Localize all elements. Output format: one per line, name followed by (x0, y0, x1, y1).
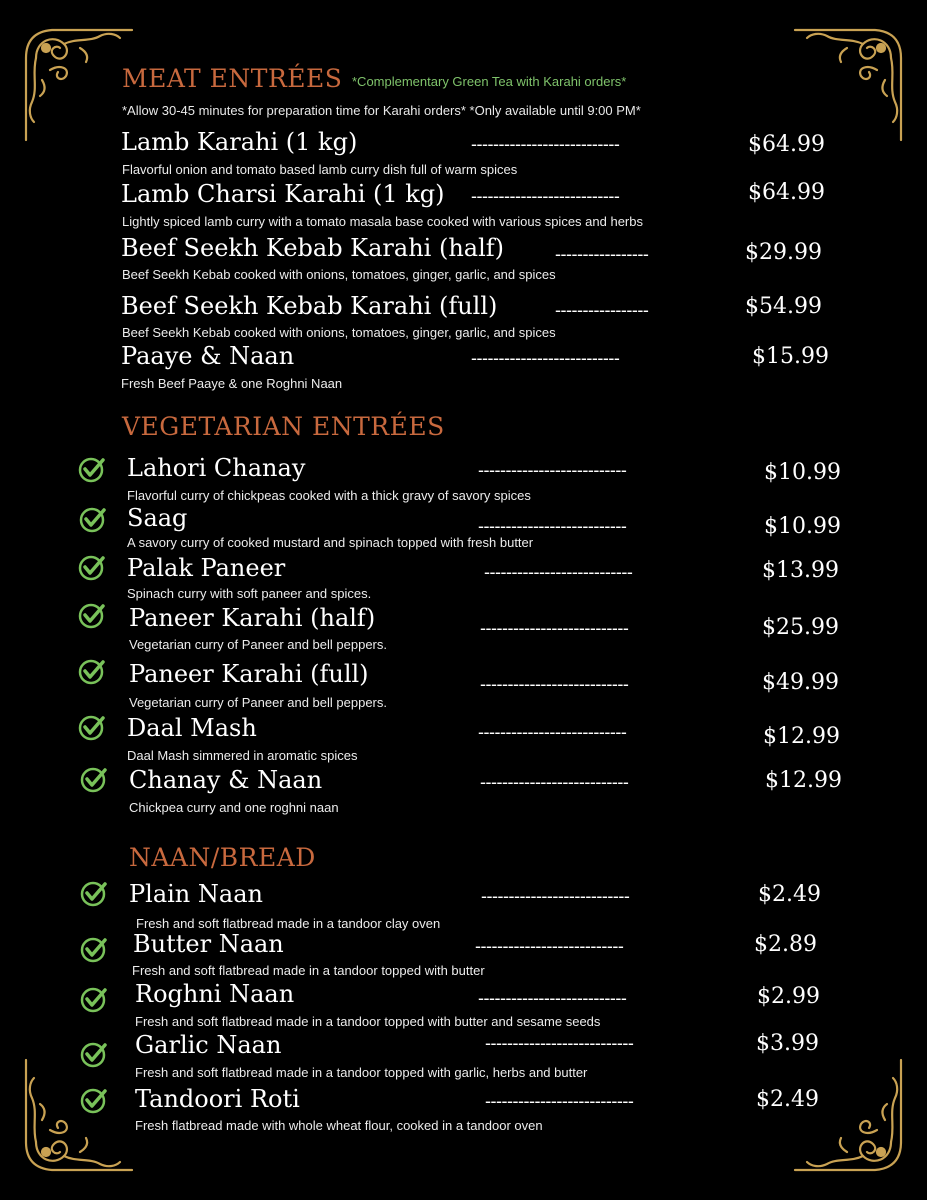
item-price: $2.49 (756, 1087, 819, 1112)
checkmark-icon (80, 936, 108, 964)
item-leader-dashes: --------------------------- (485, 1091, 634, 1111)
item-description: Flavorful curry of chickpeas cooked with a thick gravy of savory spices (127, 488, 531, 503)
menu-item (0, 1085, 927, 1141)
item-leader-dashes: --------------------------- (478, 460, 627, 480)
item-price: $3.99 (756, 1031, 819, 1056)
checkmark-icon (80, 986, 108, 1014)
item-price: $64.99 (748, 180, 825, 205)
item-description: Beef Seekh Kebab cooked with onions, tomatoes, ginger, garlic, and spices (122, 325, 556, 340)
menu-item (0, 234, 927, 290)
checkmark-icon (78, 602, 106, 630)
menu-item (0, 880, 927, 936)
item-name: Lahori Chanay (127, 454, 306, 482)
item-price: $2.89 (754, 932, 817, 957)
meat-section-title: MEAT ENTRÉES (122, 64, 343, 93)
item-description: Daal Mash simmered in aromatic spices (127, 748, 358, 763)
item-name: Garlic Naan (135, 1031, 282, 1059)
checkmark-icon (80, 1087, 108, 1115)
item-name: Butter Naan (133, 930, 284, 958)
item-description: A savory curry of cooked mustard and spinach topped with fresh butter (127, 535, 534, 550)
item-description: Flavorful onion and tomato based lamb curry dish full of warm spices (122, 162, 518, 177)
item-leader-dashes: --------------------------- (475, 936, 624, 956)
item-description: Fresh and soft flatbread made in a tandoor topped with garlic, herbs and butter (135, 1065, 588, 1080)
item-leader-dashes: ----------------- (555, 300, 649, 320)
item-description: Chickpea curry and one roghni naan (129, 800, 339, 815)
item-description: Fresh and soft flatbread made in a tandoor topped with butter (132, 963, 485, 978)
item-name: Lamb Charsi Karahi (1 kg) (121, 180, 445, 208)
item-description: Fresh Beef Paaye & one Roghni Naan (121, 376, 343, 391)
menu-item (0, 454, 927, 510)
item-name: Chanay & Naan (129, 766, 323, 794)
menu-item (0, 292, 927, 348)
menu-item (0, 554, 927, 610)
item-leader-dashes: --------------------------- (478, 988, 627, 1008)
item-leader-dashes: --------------------------- (481, 886, 630, 906)
item-description: Fresh flatbread made with whole wheat flour, cooked in a tandoor oven (135, 1118, 543, 1133)
item-name: Roghni Naan (135, 980, 295, 1008)
item-description: Vegetarian curry of Paneer and bell peppers. (129, 695, 388, 710)
item-price: $2.99 (757, 984, 820, 1009)
checkmark-icon (80, 880, 108, 908)
item-name: Paneer Karahi (half) (129, 604, 376, 632)
menu-item (0, 180, 927, 236)
item-leader-dashes: --------------------------- (471, 348, 620, 368)
checkmark-icon (78, 714, 106, 742)
menu-item (0, 504, 927, 560)
item-leader-dashes: --------------------------- (484, 562, 633, 582)
item-name: Paneer Karahi (full) (129, 660, 369, 688)
checkmark-icon (78, 658, 106, 686)
item-leader-dashes: --------------------------- (485, 1033, 634, 1053)
checkmark-icon (80, 1041, 108, 1069)
tea-note: *Complementary Green Tea with Karahi orders* (352, 74, 627, 89)
menu-item (0, 660, 927, 716)
checkmark-icon (80, 766, 108, 794)
item-description: Spinach curry with soft paneer and spices. (127, 586, 372, 601)
item-leader-dashes: --------------------------- (471, 134, 620, 154)
menu-item (0, 930, 927, 986)
item-name: Plain Naan (129, 880, 263, 908)
item-price: $25.99 (762, 615, 839, 640)
item-name: Saag (127, 504, 188, 532)
item-leader-dashes: --------------------------- (480, 772, 629, 792)
item-price: $64.99 (748, 132, 825, 157)
item-description: Lightly spiced lamb curry with a tomato masala base cooked with various spices and herbs (122, 214, 643, 229)
menu-item (0, 980, 927, 1036)
checkmark-icon (79, 506, 107, 534)
item-name: Beef Seekh Kebab Karahi (half) (121, 234, 505, 262)
item-leader-dashes: --------------------------- (478, 516, 627, 536)
preparation-note: *Allow 30-45 minutes for preparation time for Karahi orders* *Only available until 9:00 PM* (122, 103, 641, 118)
item-description: Vegetarian curry of Paneer and bell peppers. (129, 637, 388, 652)
item-leader-dashes: --------------------------- (480, 674, 629, 694)
item-price: $2.49 (758, 882, 821, 907)
item-description: Fresh and soft flatbread made in a tandoor clay oven (136, 916, 441, 931)
item-leader-dashes: ----------------- (555, 244, 649, 264)
menu-item (0, 766, 927, 822)
item-name: Palak Paneer (127, 554, 286, 582)
menu-item (0, 128, 927, 184)
item-price: $15.99 (752, 344, 829, 369)
item-name: Tandoori Roti (135, 1085, 300, 1113)
item-price: $13.99 (762, 558, 839, 583)
menu-item (0, 342, 927, 398)
menu-item (0, 604, 927, 660)
checkmark-icon (78, 554, 106, 582)
item-price: $10.99 (764, 514, 841, 539)
item-description: Beef Seekh Kebab cooked with onions, tomatoes, ginger, garlic, and spices (122, 267, 556, 282)
item-price: $12.99 (765, 768, 842, 793)
item-price: $12.99 (763, 724, 840, 749)
item-price: $49.99 (762, 670, 839, 695)
item-leader-dashes: --------------------------- (478, 722, 627, 742)
item-name: Beef Seekh Kebab Karahi (full) (121, 292, 498, 320)
item-price: $29.99 (745, 240, 822, 265)
item-name: Lamb Karahi (1 kg) (121, 128, 358, 156)
item-name: Daal Mash (127, 714, 257, 742)
naan-bread-section-title: NAAN/BREAD (129, 843, 316, 872)
item-leader-dashes: --------------------------- (480, 618, 629, 638)
checkmark-icon (78, 456, 106, 484)
menu-item (0, 714, 927, 770)
item-description: Fresh and soft flatbread made in a tandoor topped with butter and sesame seeds (135, 1014, 601, 1029)
vegetarian-section-title: VEGETARIAN ENTRÉES (122, 412, 445, 441)
item-leader-dashes: --------------------------- (471, 186, 620, 206)
menu-item (0, 1031, 927, 1087)
item-price: $10.99 (764, 460, 841, 485)
item-name: Paaye & Naan (121, 342, 295, 370)
item-price: $54.99 (745, 294, 822, 319)
